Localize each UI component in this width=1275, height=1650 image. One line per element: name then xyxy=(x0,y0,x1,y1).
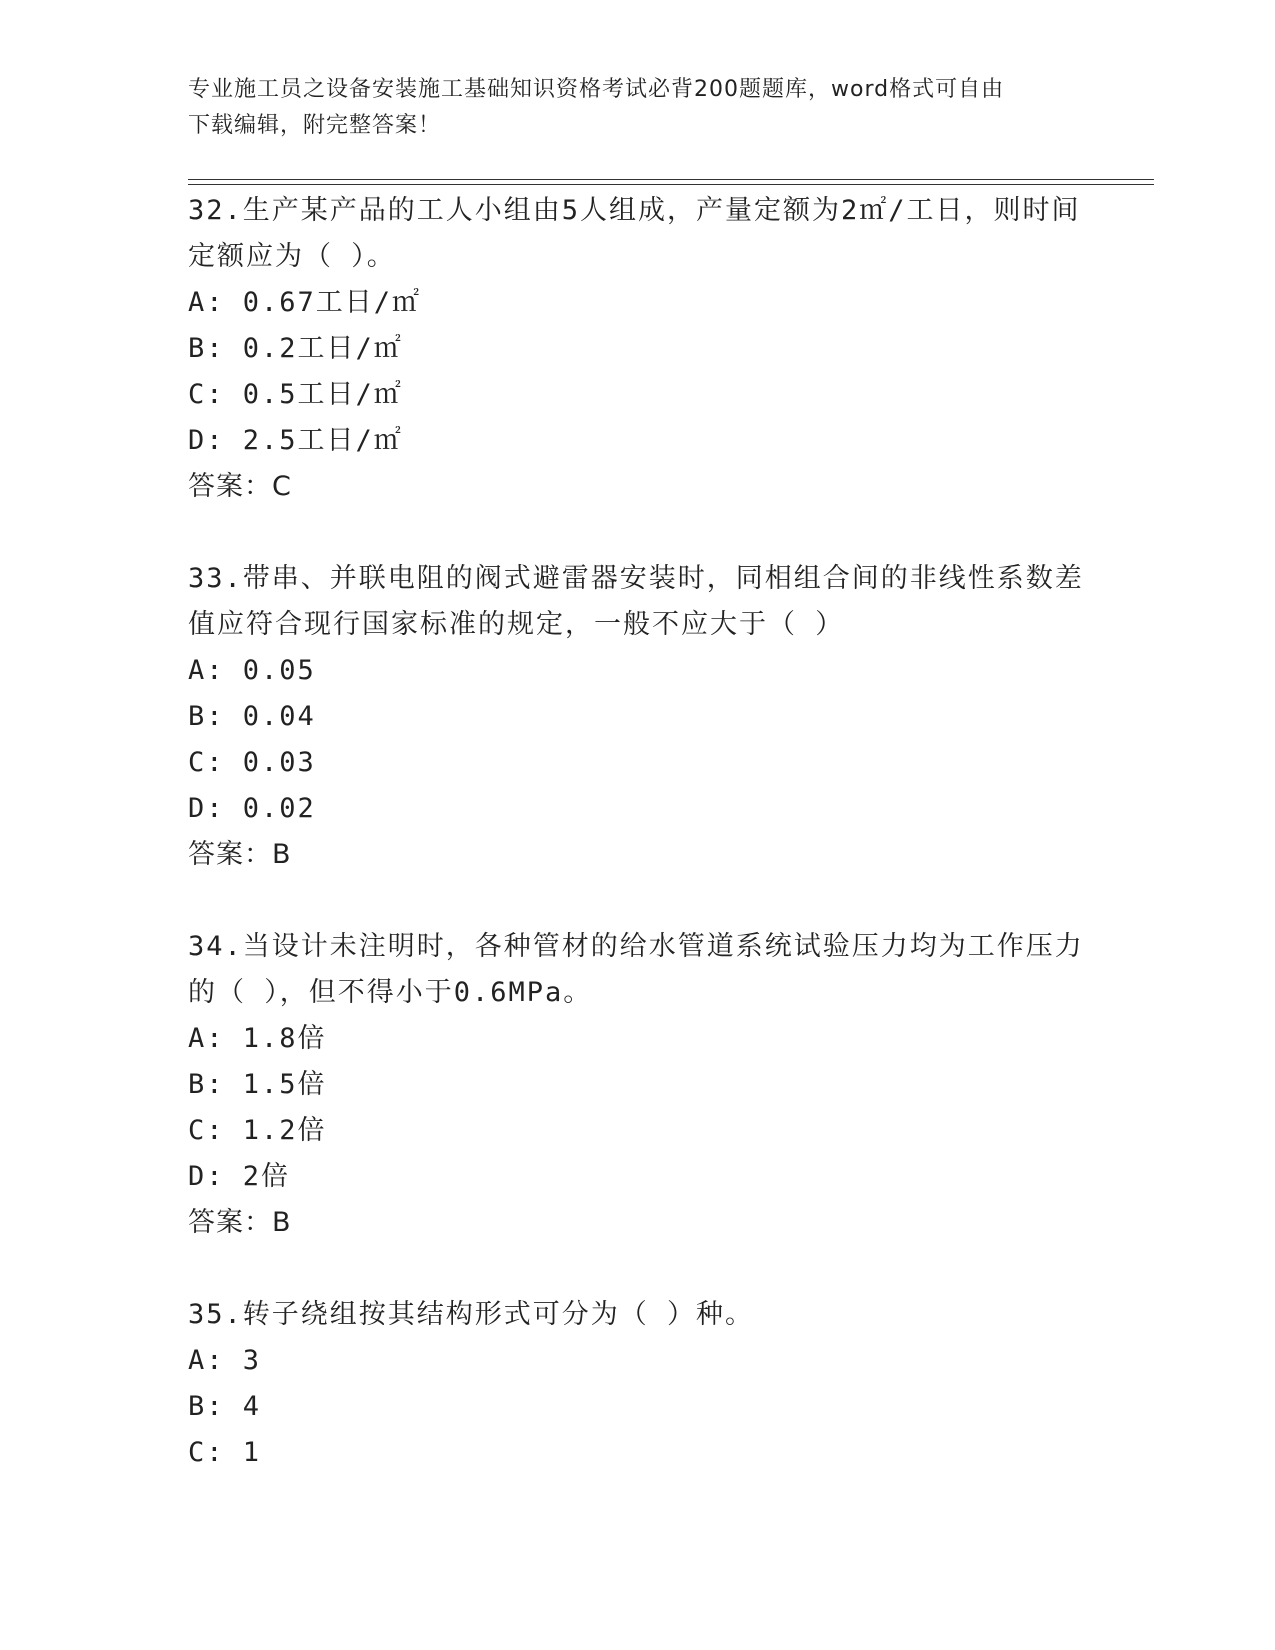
option-a: A: 1.8倍 xyxy=(188,1023,327,1054)
option-d: D: 2.5工日/㎡ xyxy=(188,425,403,456)
spacer xyxy=(188,1246,1088,1292)
option-c: C: 0.5工日/㎡ xyxy=(188,379,403,410)
question-32 xyxy=(188,188,1088,510)
option-b: B: 4 xyxy=(188,1391,262,1422)
answer: 答案：B xyxy=(188,1207,292,1238)
option-c: C: 1.2倍 xyxy=(188,1115,327,1146)
spacer xyxy=(188,510,1088,556)
question-list xyxy=(188,188,1088,1476)
document-header xyxy=(188,72,1068,144)
question-stem-continued: 值应符合现行国家标准的规定，一般不应大于（ ） xyxy=(188,609,845,640)
question-35 xyxy=(188,1292,1088,1476)
question-34 xyxy=(188,924,1088,1246)
header-divider-top xyxy=(188,179,1154,180)
question-stem: 33.带串、并联电阻的阀式避雷器安装时，同相组合间的非线性系数差 xyxy=(188,563,1084,594)
option-a: A: 0.67工日/㎡ xyxy=(188,287,422,318)
answer: 答案：C xyxy=(188,471,292,502)
option-d: D: 0.02 xyxy=(188,793,316,824)
option-b: B: 0.2工日/㎡ xyxy=(188,333,403,364)
option-d: D: 2倍 xyxy=(188,1161,291,1192)
question-stem: 32.生产某产品的工人小组由5人组成，产量定额为2㎡/工日，则时间 xyxy=(188,195,1081,226)
header-line-1: 专业施工员之设备安装施工基础知识资格考试必背200题题库，word格式可自由 xyxy=(188,77,1005,102)
option-a: A: 0.05 xyxy=(188,655,316,686)
question-stem-continued: 的（ ），但不得小于0.6MPa。 xyxy=(188,977,593,1008)
option-c: C: 0.03 xyxy=(188,747,316,778)
spacer xyxy=(188,878,1088,924)
option-a: A: 3 xyxy=(188,1345,262,1376)
question-stem-continued: 定额应为（ ）。 xyxy=(188,241,396,272)
question-stem: 35.转子绕组按其结构形式可分为（ ）种。 xyxy=(188,1299,755,1330)
header-line-2: 下载编辑，附完整答案！ xyxy=(188,113,442,138)
answer: 答案：B xyxy=(188,839,292,870)
header-divider-bottom xyxy=(188,184,1154,185)
question-stem: 34.当设计未注明时，各种管材的给水管道系统试验压力均为工作压力 xyxy=(188,931,1084,962)
option-b: B: 1.5倍 xyxy=(188,1069,327,1100)
option-b: B: 0.04 xyxy=(188,701,316,732)
option-c: C: 1 xyxy=(188,1437,262,1468)
question-33 xyxy=(188,556,1088,878)
